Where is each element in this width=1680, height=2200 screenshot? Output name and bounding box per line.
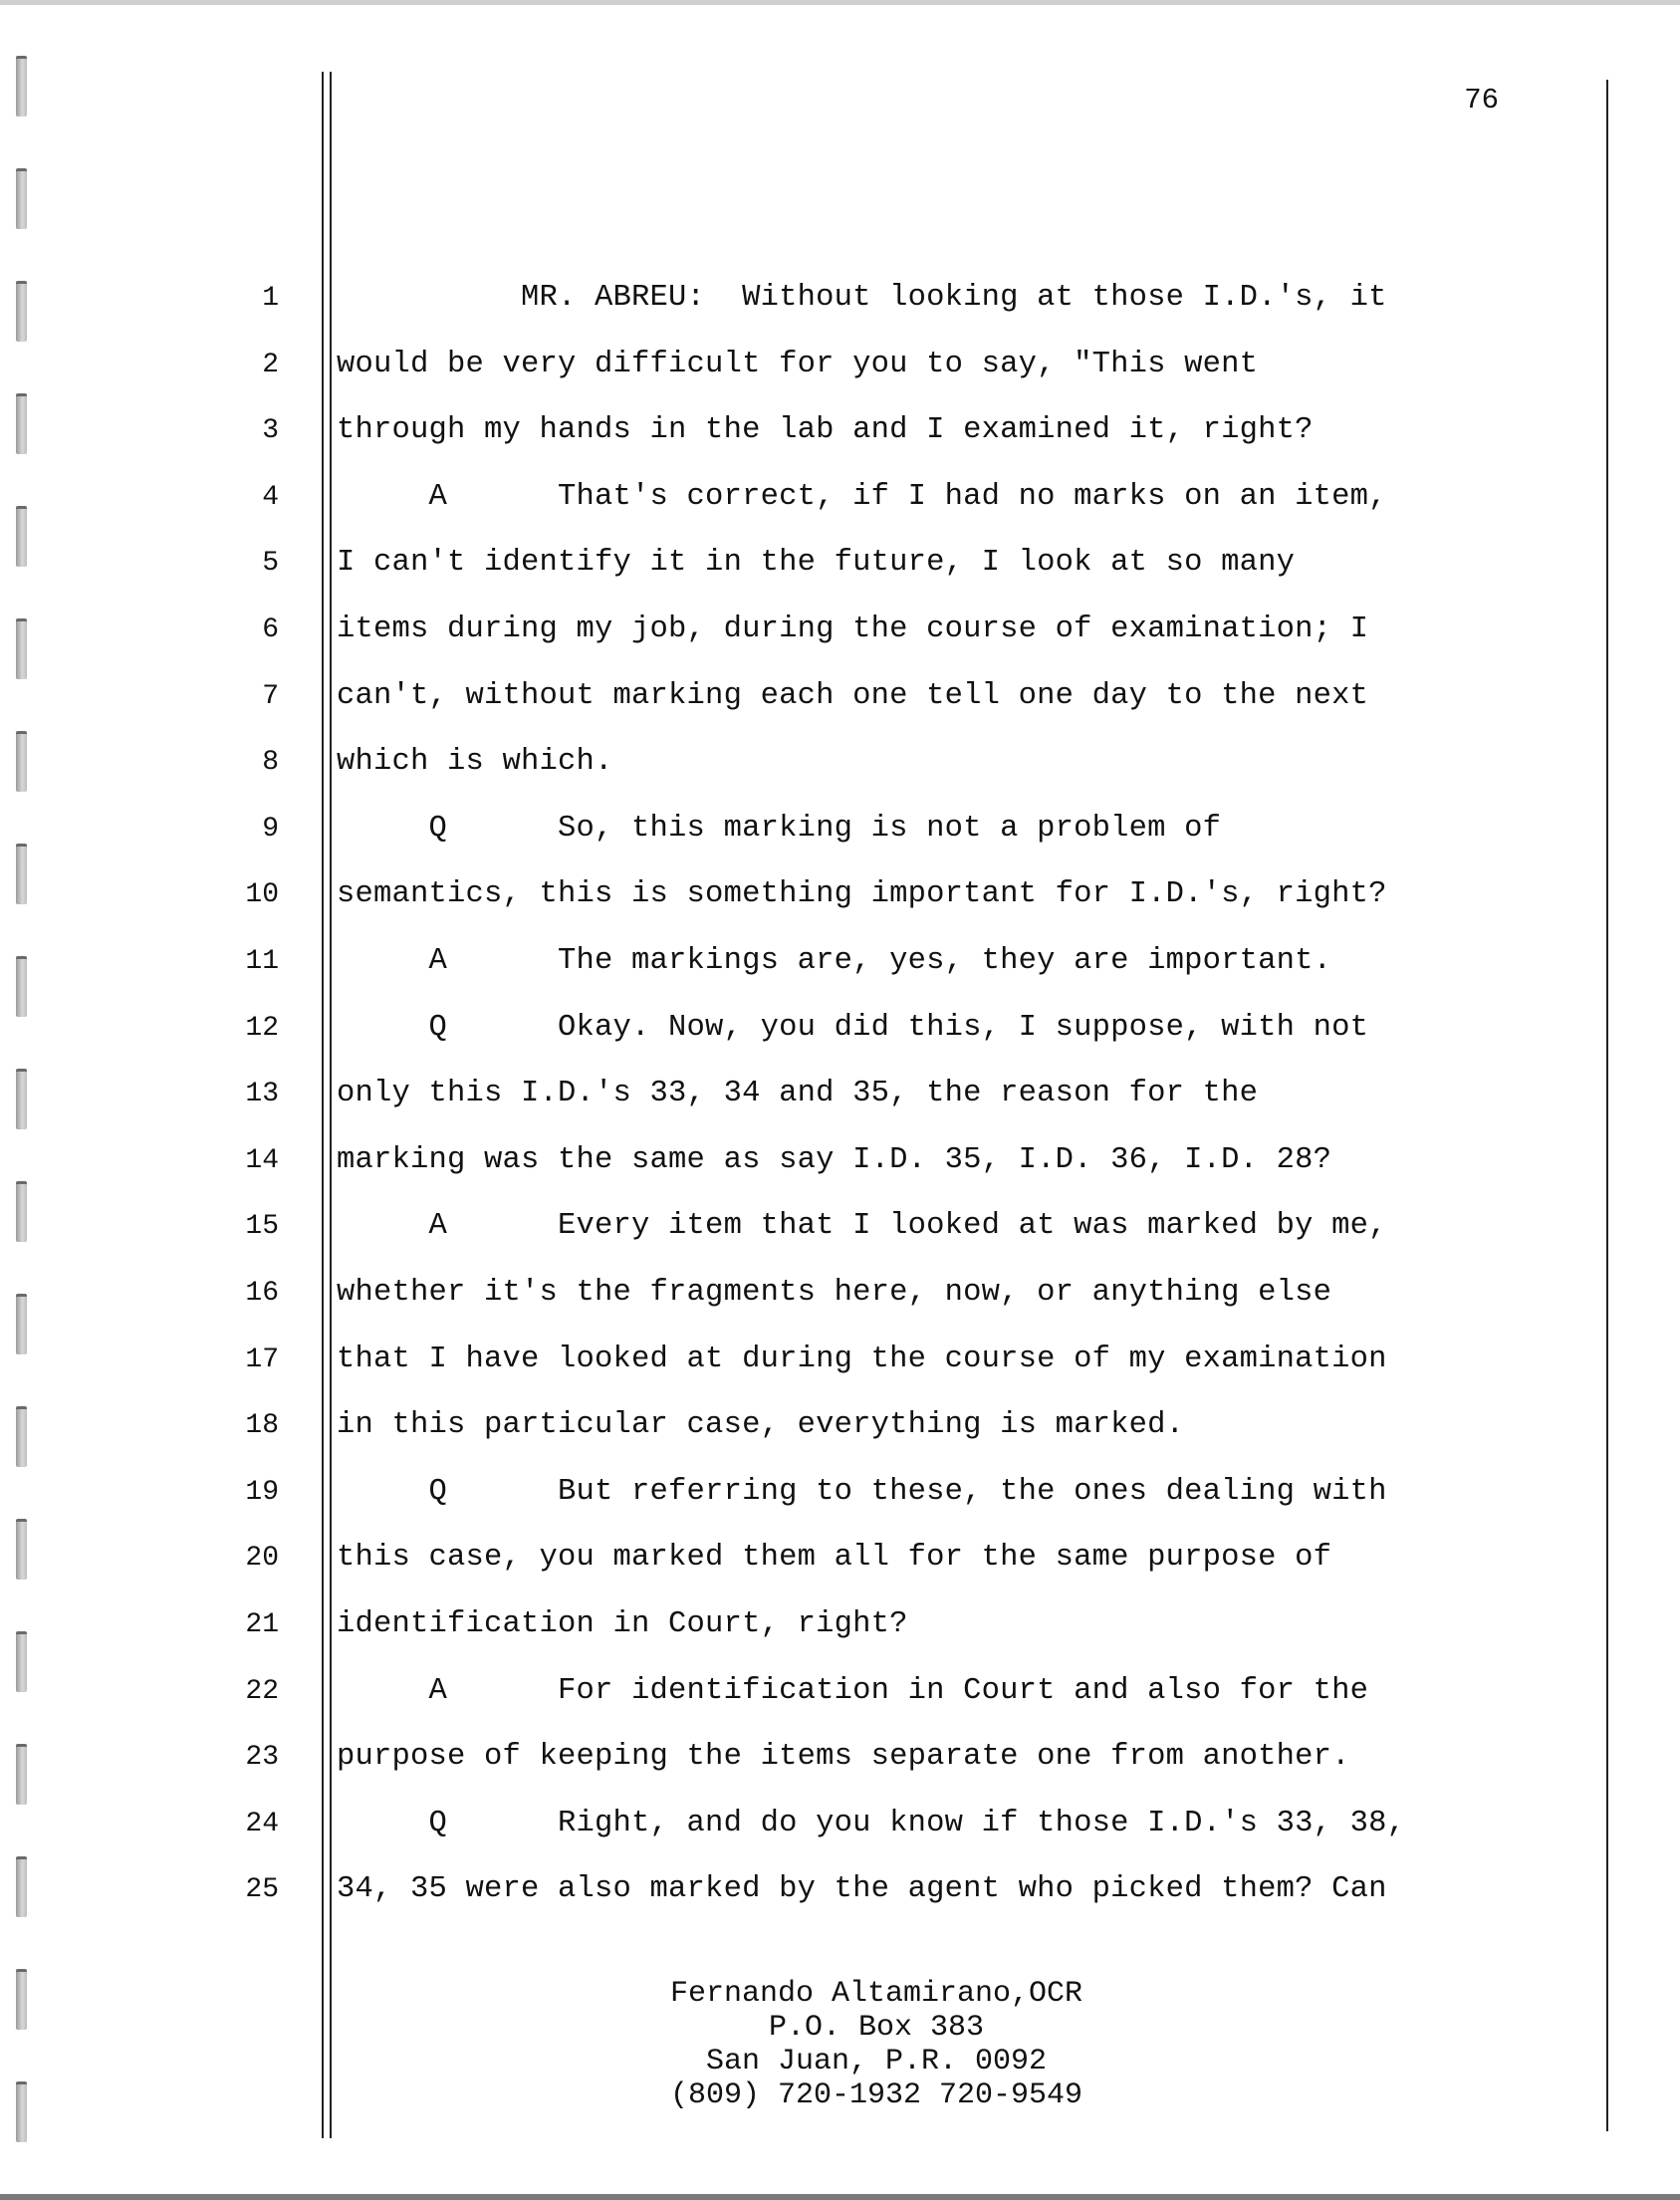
binder-hole — [16, 281, 27, 342]
reporter-po-box: P.O. Box 383 — [768, 2011, 985, 2045]
transcript-line: purpose of keeping the items separate one from another. — [337, 1740, 1350, 1774]
line-number: 15 — [245, 1211, 279, 1242]
transcript-line: identification in Court, right? — [337, 1607, 908, 1641]
line-number: 23 — [245, 1742, 279, 1773]
binder-hole — [16, 1519, 27, 1580]
transcript-line: A That's correct, if I had no marks on an item, — [337, 480, 1387, 514]
binder-hole — [16, 1069, 27, 1129]
line-number: 16 — [245, 1278, 279, 1309]
reporter-phones: (809) 720-1932 720-9549 — [669, 2078, 1083, 2112]
line-number: 12 — [245, 1013, 279, 1044]
transcript-line: can't, without marking each one tell one day to the next — [337, 679, 1369, 713]
transcript-line: items during my job, during the course of examination; I — [337, 612, 1369, 646]
binder-hole — [16, 56, 27, 117]
transcript-line: A The markings are, yes, they are important. — [337, 944, 1332, 978]
reporter-name: Fernando Altamirano,OCR — [669, 1977, 1083, 2011]
binder-hole — [16, 1856, 27, 1917]
binder-hole — [16, 844, 27, 904]
line-number: 7 — [262, 681, 279, 712]
line-number: 5 — [262, 548, 279, 579]
transcript-line: whether it's the fragments here, now, or anything else — [337, 1276, 1332, 1310]
line-number: 8 — [262, 747, 279, 778]
line-number: 20 — [245, 1543, 279, 1574]
reporter-city: San Juan, P.R. 0092 — [705, 2045, 1048, 2078]
line-number: 11 — [245, 946, 279, 977]
right-margin-rule — [1606, 80, 1608, 2131]
transcript-line: in this particular case, everything is marked. — [337, 1408, 1185, 1442]
transcript-line: A For identification in Court and also for the — [337, 1674, 1369, 1708]
left-margin-rule-inner — [330, 72, 332, 2138]
transcript-line: 34, 35 were also marked by the agent who picked them? Can — [337, 1872, 1387, 1906]
line-number: 21 — [245, 1609, 279, 1640]
transcript-line: Q Right, and do you know if those I.D.'s 33, 38, — [337, 1807, 1406, 1840]
line-number: 13 — [245, 1079, 279, 1109]
transcript-line: Q So, this marking is not a problem of — [337, 812, 1222, 846]
line-number: 18 — [245, 1410, 279, 1441]
line-number: 6 — [262, 614, 279, 645]
transcript-line: MR. ABREU: Without looking at those I.D.'s, it — [337, 281, 1387, 315]
line-number: 24 — [245, 1809, 279, 1839]
line-number: 14 — [245, 1145, 279, 1176]
page-number: 76 — [1464, 84, 1499, 117]
line-number: 9 — [262, 814, 279, 845]
transcript-line: Q But referring to these, the ones dealing with — [337, 1475, 1387, 1509]
binder-hole — [16, 1631, 27, 1692]
scan-top-edge — [0, 0, 1680, 5]
binder-hole — [16, 2081, 27, 2142]
transcript-line: this case, you marked them all for the same purpose of — [337, 1541, 1332, 1575]
line-number: 19 — [245, 1477, 279, 1508]
binder-hole — [16, 1181, 27, 1242]
transcript-line: I can't identify it in the future, I look at so many — [337, 546, 1296, 580]
line-number: 3 — [262, 415, 279, 446]
binder-hole — [16, 731, 27, 792]
line-number: 25 — [245, 1874, 279, 1905]
left-margin-rule-outer — [322, 72, 324, 2138]
transcript-line: semantics, this is something important for I.D.'s, right? — [337, 877, 1387, 911]
transcript-line: Q Okay. Now, you did this, I suppose, with not — [337, 1011, 1369, 1045]
scan-bottom-edge — [0, 2194, 1680, 2200]
binder-hole — [16, 956, 27, 1017]
transcript-line: would be very difficult for you to say, "This went — [337, 348, 1259, 381]
binder-hole — [16, 618, 27, 679]
transcript-line: marking was the same as say I.D. 35, I.D. 36, I.D. 28? — [337, 1143, 1332, 1177]
binder-hole — [16, 1744, 27, 1805]
line-number: 17 — [245, 1344, 279, 1375]
binder-hole — [16, 1969, 27, 2030]
line-number: 4 — [262, 482, 279, 513]
transcript-line: that I have looked at during the course of my examination — [337, 1343, 1387, 1376]
line-number: 22 — [245, 1676, 279, 1707]
transcript-line: A Every item that I looked at was marked by me, — [337, 1209, 1387, 1243]
line-number: 1 — [262, 283, 279, 314]
line-number: 10 — [245, 879, 279, 910]
binder-hole — [16, 393, 27, 454]
binder-hole — [16, 506, 27, 567]
binder-hole — [16, 1294, 27, 1354]
binder-hole — [16, 168, 27, 229]
transcript-line: which is which. — [337, 745, 613, 779]
transcript-line: through my hands in the lab and I examined it, right? — [337, 413, 1314, 447]
line-number: 2 — [262, 350, 279, 380]
binder-hole — [16, 1406, 27, 1467]
transcript-line: only this I.D.'s 33, 34 and 35, the reason for the — [337, 1077, 1259, 1110]
reporter-footer — [558, 1977, 1195, 2112]
